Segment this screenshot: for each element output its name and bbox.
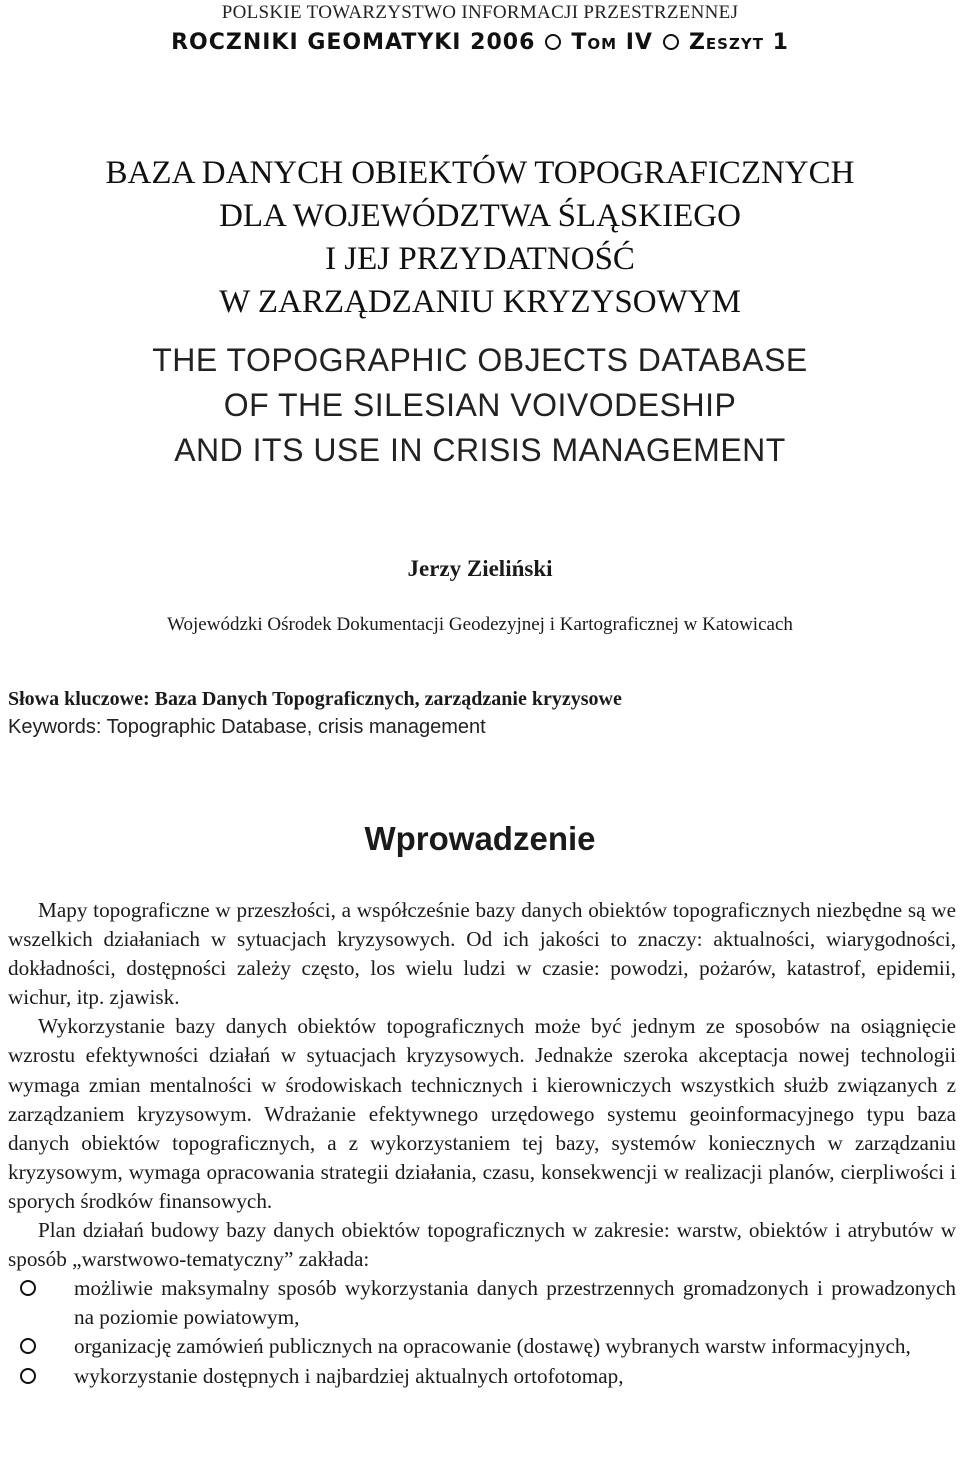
title-english [0,338,960,473]
list-item [8,1274,956,1332]
circle-bullet-icon [663,34,679,50]
author-affiliation: Wojewódzki Ośrodek Dokumentacji Geodezyjnej i Kartograficznej w Katowicach [167,614,793,635]
body-text [8,896,956,1391]
section-heading: Wprowadzenie [364,820,596,857]
issue-label: Zeszyt 1 [688,30,789,55]
bullet-list [8,1274,956,1390]
title-pl-line: BAZA DANYCH OBIEKTÓW TOPOGRAFICZNYCH [105,155,855,191]
keywords-english: Keywords: Topographic Database, crisis management [8,716,486,738]
paragraph: Plan działań budowy bazy danych obiektów topograficznych w zakresie: warstw, obiektów i atrybutów w sposób „warstwowo-tematyczny” zakłada: [8,1218,956,1272]
circle-bullet-icon [20,1338,36,1354]
journal-header [0,30,960,55]
author-name: Jerzy Zieliński [407,556,553,581]
circle-bullet-icon [20,1280,36,1296]
paragraph: Mapy topograficzne w przeszłości, a współcześnie bazy danych obiektów topograficznych niezbędne są we wszelkich działaniach w sytuacjach kryzysowych. Od ich jakości to znaczy: aktualności, wiarygodności, dokładności, dostępności zależy często, los wielu ludzi w czasie: powodzi, pożarów, katastrof, epidemii, wichur, itp. zjawisk. [8,898,956,1010]
paragraph: Wykorzystanie bazy danych obiektów topograficznych może być jednym ze sposobów na osiągnięcie wzrostu efektywności działań w sytuacjach kryzysowych. Jednakże szeroka akceptacja nowej technologii wymaga zmian mentalności w środowiskach technicznych i kierowniczych wszystkich służb związanych z zarządzaniem kryzysowym. Wdrażanie efektywnego urzędowego systemu geoinformacyjnego typu baza danych obiektów topograficznych, a z wykorzystaniem tej bazy, systemów koniecznych w zarządzaniu kryzysowym, wymaga opracowania strategii działania, czasu, konsekwencji w realizacji planów, cierpliwości i sporych środków finansowych. [8,1014,956,1213]
title-en-line: THE TOPOGRAPHIC OBJECTS DATABASE [152,342,808,378]
society-name: POLSKIE TOWARZYSTWO INFORMACJI PRZESTRZENNEJ [221,2,739,23]
list-item-text: wykorzystanie dostępnych i najbardziej aktualnych ortofotomap, [74,1363,624,1388]
title-pl-line: DLA WOJEWÓDZTWA ŚLĄSKIEGO [219,198,741,234]
title-en-line: AND ITS USE IN CRISIS MANAGEMENT [174,432,786,468]
journal-name: ROCZNIKI GEOMATYKI 2006 [171,30,536,55]
list-item-text: organizację zamówień publicznych na opracowanie (dostawę) wybranych warstw informacyjnych, [74,1334,911,1359]
list-item-text: możliwie maksymalny sposób wykorzystania danych przestrzennych gromadzonych i prowadzonych na poziomie powiatowym, [74,1276,956,1330]
keywords-polish: Słowa kluczowe: Baza Danych Topograficznych, zarządzanie kryzysowe [8,688,622,710]
title-polish [0,152,960,324]
list-item [8,1332,956,1361]
title-pl-line: I JEJ PRZYDATNOŚĆ [325,241,635,277]
list-item [8,1362,956,1391]
circle-bullet-icon [545,34,561,50]
title-en-line: OF THE SILESIAN VOIVODESHIP [223,387,737,423]
circle-bullet-icon [20,1368,36,1384]
volume-label: Tom IV [571,30,653,55]
title-pl-line: W ZARZĄDZANIU KRYZYSOWYM [219,284,741,320]
